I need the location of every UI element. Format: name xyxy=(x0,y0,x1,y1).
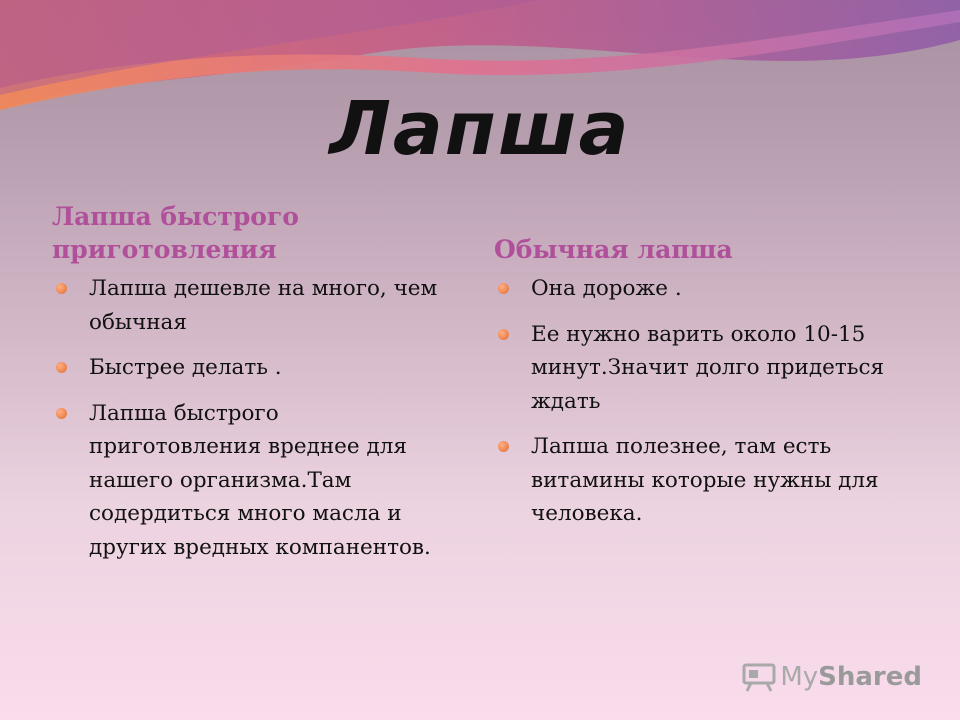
column-heading-text: Лапша быстрого приготовления xyxy=(52,202,299,264)
list-item-text: Лапша полезнее, там есть витамины которые нужны для человека. xyxy=(531,434,879,526)
bullet-list xyxy=(494,272,914,531)
bullet-icon xyxy=(498,441,509,452)
watermark-text-my: My xyxy=(780,662,819,692)
list-item xyxy=(494,318,914,419)
column-heading-text: Обычная лапша xyxy=(494,235,733,264)
bullet-icon xyxy=(56,362,67,373)
myshared-watermark xyxy=(742,662,922,692)
bullet-icon xyxy=(56,283,67,294)
list-item xyxy=(494,430,914,531)
column-heading xyxy=(52,192,452,266)
column-regular-noodles xyxy=(494,192,914,543)
bullet-icon xyxy=(56,408,67,419)
list-item-text: Лапша дешевле на много, чем обычная xyxy=(89,276,438,335)
bullet-icon xyxy=(498,329,509,340)
list-item-text: Быстрее делать . xyxy=(89,355,282,380)
list-item xyxy=(52,351,452,385)
bullet-list xyxy=(52,272,452,564)
presentation-board-icon xyxy=(742,662,776,692)
list-item xyxy=(52,272,452,339)
list-item-text: Лапша быстрого приготовления вреднее для нашего организма.Там содердиться много масла и других вредных компанентов. xyxy=(89,400,431,560)
column-heading xyxy=(494,192,914,266)
list-item xyxy=(52,397,452,565)
column-instant-noodles xyxy=(52,192,452,576)
bullet-icon xyxy=(498,283,509,294)
list-item-text: Ее нужно варить около 10-15 минут.Значит долго придеться ждать xyxy=(531,321,885,414)
watermark-text-shared: Shared xyxy=(818,662,922,692)
slide-title: Лапша xyxy=(329,86,631,172)
list-item-text: Она дороже . xyxy=(531,276,682,301)
list-item xyxy=(494,272,914,306)
